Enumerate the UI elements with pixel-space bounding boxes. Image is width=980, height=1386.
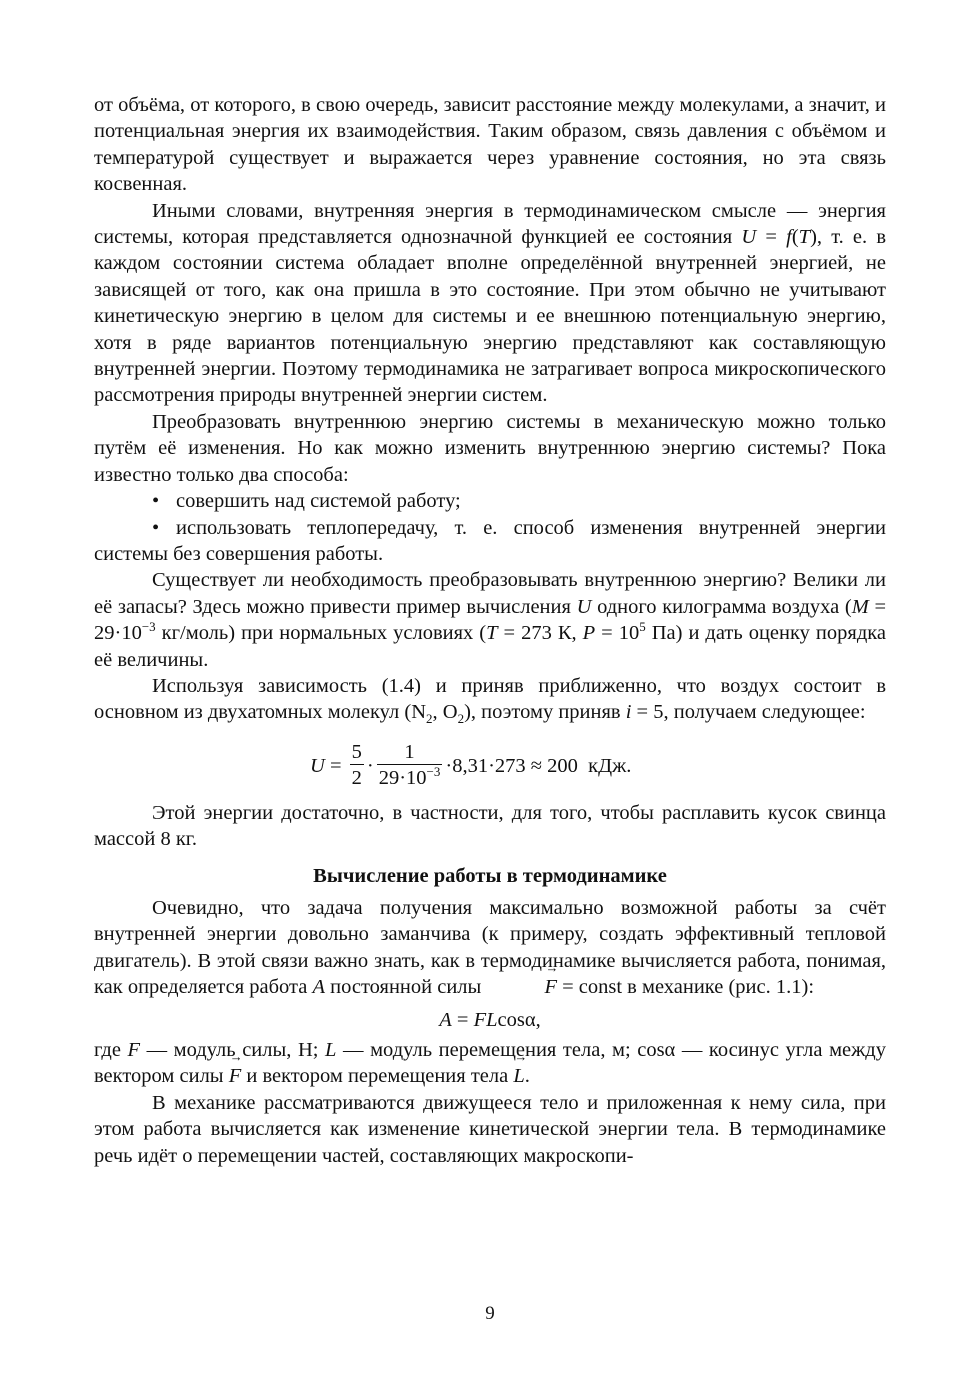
paragraph-9: В механике рассматриваются движущееся тело и приложенная к нему сила, при этом работа вычисляется как изменение кинетической энергии тела. В термодинамике речь идёт о перемещении частей, составляющих макроскопи- [94, 1091, 886, 1167]
fraction-molar-mass [377, 740, 443, 791]
paragraph-8 [94, 1037, 886, 1090]
bullet-text: использовать теплопередачу, т. е. способ изменения внутренней энергии системы без совершения работы. [94, 516, 886, 565]
paragraph-6: Этой энергии достаточно, в частности, для того, чтобы расплавить кусок свинца массой 8 кг. [94, 801, 886, 851]
text-run: = [756, 226, 787, 249]
symbol-U: U [741, 226, 757, 249]
paragraph-3: Преобразовать внутреннюю энергию системы в механическую можно только путём её изменения. Но как можно изменить внутреннюю энергию системы? Пока известно только два способа: [94, 410, 886, 486]
denominator-text: 29·10 [378, 767, 427, 790]
symbol-P: P [582, 622, 596, 645]
symbol-FL: FL [473, 1008, 498, 1031]
fraction-denominator [377, 764, 443, 791]
formula-lhs: U [310, 754, 325, 777]
text-run: = 29·10 [94, 595, 887, 645]
text-run: — модуль перемещения тела, м; cosα — косинус угла между вектором силы [94, 1039, 886, 1088]
text-run: Иными словами, внутренняя энергия в термодинамическом смысле — энергия системы, которая представляется однозначной функцией ее состояния [94, 199, 886, 249]
symbol-U: U [576, 595, 592, 618]
subscript: 2 [426, 711, 433, 727]
exponent: 5 [639, 619, 646, 635]
vector-F: → F [229, 1063, 242, 1089]
formula-rest: ·8,31·273 ≈ 200 кДж. [445, 754, 632, 777]
vector-L: → L [513, 1063, 524, 1089]
text-run: ), поэтому приняв [464, 701, 626, 724]
text-run: одного килограмма воздуха ( [591, 595, 852, 618]
text-run: = const в механике (рис. 1.1): [556, 976, 815, 999]
symbol-i: i [625, 701, 632, 724]
fraction-denominator: 2 [350, 764, 364, 791]
paragraph-5 [94, 673, 886, 726]
bullet-icon: • [152, 516, 160, 539]
fraction-5-2 [350, 740, 364, 791]
fraction-numerator: 1 [404, 741, 415, 764]
exponent: −3 [141, 619, 156, 635]
exponent: −3 [426, 764, 441, 780]
bullet-icon: • [152, 490, 160, 513]
text-run: . [524, 1065, 530, 1088]
page-number: 9 [485, 1303, 495, 1324]
symbol-A: A [439, 1008, 452, 1031]
paragraph-2 [94, 198, 886, 409]
text-run: = 10 [595, 622, 640, 645]
subscript: 2 [457, 711, 465, 727]
text-run: Существует ли необходимость преобразовывать внутреннюю энергию? Велики ли её запасы? Здесь можно привести пример вычисления [94, 569, 886, 618]
bullet-item [94, 515, 886, 568]
text-run: и вектором перемещения тела [241, 1065, 514, 1088]
text-run: Используя зависимость (1.4) и приняв приближенно, что воздух состоит в основном из двухатомных молекул (N [94, 674, 886, 724]
text-run: = 5, получаем следующее: [631, 701, 866, 724]
formula-equals: = [324, 754, 347, 777]
energy-formula [94, 734, 886, 798]
text-run: кг/моль) при нормальных условиях ( [155, 622, 487, 645]
text-run: где [94, 1039, 128, 1061]
vector-F: → F [486, 974, 557, 1000]
paragraph-7 [94, 895, 886, 1001]
bullet-item [94, 488, 886, 514]
text-run: = 273 К, [497, 622, 577, 645]
fraction-numerator: 5 [351, 741, 362, 764]
work-formula [94, 1007, 886, 1033]
paragraph-4 [94, 567, 886, 673]
symbol-F: F [127, 1039, 141, 1061]
section-heading: Вычисление работы в термодинамике [313, 864, 667, 887]
symbol-T: T [798, 226, 811, 249]
symbol-f: f [786, 226, 792, 249]
bullet-text: совершить над системой работу; [176, 490, 461, 513]
page-body [94, 92, 886, 1169]
text-run: Очевидно, что задача получения максимально возможной работы за счёт внутренней энергии довольно заманчива (к примеру, создать эффективный тепловой двигатель). В этой связи важно знать, как в термодинамике вычисляется работа, понимая, как определяется работа [94, 896, 886, 999]
text-run: ( [791, 226, 799, 249]
multiply-dot: · [366, 754, 374, 777]
text-run: Па) и дать оценку порядка её величины. [94, 622, 886, 671]
symbol-M: M [851, 595, 869, 618]
symbol-L: L [325, 1039, 337, 1061]
formula-equals: = [451, 1008, 474, 1031]
text-run: ), т. е. в каждом состоянии система обладает вполне определённой внутренней энергией, не зависящей от того, как она пришла в это состояние. При этом обычно не учитывают кинетическую энергию в целом для системы и ее внешнюю потенциальную энергию, хотя в ряде вариантов потенциальную энергию представляют как составляющую внутренней энергии. Поэтому термодинамика не затрагивает вопроса микроскопического рассмотрения природы внутренней энергии систем. [94, 226, 886, 407]
text-run: , O [432, 701, 458, 724]
text-run: постоянной силы [325, 976, 487, 999]
text-run: — модуль силы, Н; [140, 1039, 326, 1061]
symbol-T: T [486, 622, 498, 645]
symbol-A: A [312, 976, 326, 999]
formula-cos: cosα, [497, 1008, 541, 1031]
paragraph-1: от объёма, от которого, в свою очередь, зависит расстояние между молекулами, а значит, и потенциальная энергия их взаимодействия. Таким образом, связь давления с объёмом и температурой существует и выражается через уравнение состояния, но эта связь косвенная. [94, 94, 886, 196]
